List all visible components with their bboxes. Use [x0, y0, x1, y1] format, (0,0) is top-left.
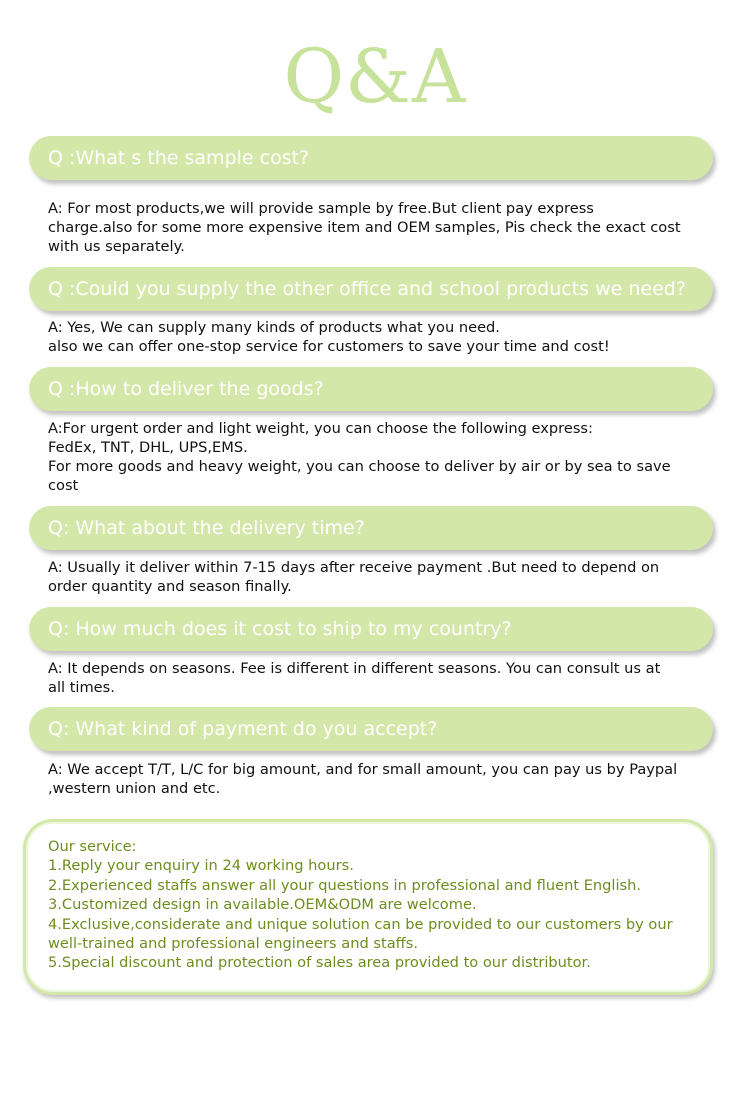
faq-question-payment: Q: What kind of payment do you accept?: [29, 707, 713, 751]
faq-answer-deliver-goods: [48, 419, 708, 495]
answer-line: also we can offer one-stop service for customers to save your time and cost!: [48, 338, 610, 355]
faq-question-other-products: Q :Could you supply the other office and school products we need?: [29, 267, 713, 311]
answer-line: For more goods and heavy weight, you can choose to deliver by air or by sea to save: [48, 458, 671, 475]
faq-answer-shipping-cost: [48, 659, 708, 697]
service-item: 4.Exclusive,considerate and unique solution can be provided to our customers by our: [48, 915, 673, 933]
answer-line: A:For urgent order and light weight, you can choose the following express:: [48, 420, 593, 437]
faq-question-shipping-cost: Q: How much does it cost to ship to my country?: [29, 607, 713, 651]
faq-answer-sample-cost: [48, 199, 708, 256]
service-item: 1.Reply your enquiry in 24 working hours.: [48, 857, 354, 875]
service-heading: Our service:: [48, 838, 137, 855]
service-item: 3.Customized design in available.OEM&ODM are welcome.: [48, 896, 477, 914]
answer-line: cost: [48, 477, 79, 494]
answer-line: ,western union and etc.: [48, 780, 221, 797]
answer-line: A: For most products,we will provide sample by free.But client pay express: [48, 200, 594, 217]
answer-line: FedEx, TNT, DHL, UPS,EMS.: [48, 439, 248, 456]
faq-question-sample-cost: Q :What s the sample cost?: [29, 136, 713, 180]
service-item: 5.Special discount and protection of sales area provided to our distributor.: [48, 954, 591, 972]
answer-line: with us separately.: [48, 238, 185, 255]
faq-question-deliver-goods: Q :How to deliver the goods?: [29, 367, 713, 411]
service-item: 2.Experienced staffs answer all your questions in professional and fluent English.: [48, 876, 642, 894]
page-title: Q&A: [283, 34, 467, 120]
faq-question-delivery-time: Q: What about the delivery time?: [29, 506, 713, 550]
answer-line: A: We accept T/T, L/C for big amount, and for small amount, you can pay us by Paypal: [48, 761, 678, 778]
answer-line: order quantity and season finally.: [48, 578, 292, 595]
answer-line: all times.: [48, 679, 115, 696]
faq-answer-delivery-time: [48, 558, 708, 596]
answer-line: A: Yes, We can supply many kinds of products what you need.: [48, 319, 500, 336]
answer-line: charge.also for some more expensive item and OEM samples, Pis check the exact cost: [48, 219, 681, 236]
service-list: [48, 837, 708, 973]
service-item: well-trained and professional engineers and staffs.: [48, 935, 418, 953]
faq-answer-other-products: [48, 318, 708, 356]
answer-line: A: Usually it deliver within 7-15 days after receive payment .But need to depend on: [48, 559, 660, 576]
faq-answer-payment: [48, 760, 708, 798]
answer-line: A: It depends on seasons. Fee is different in different seasons. You can consult us at: [48, 660, 661, 677]
